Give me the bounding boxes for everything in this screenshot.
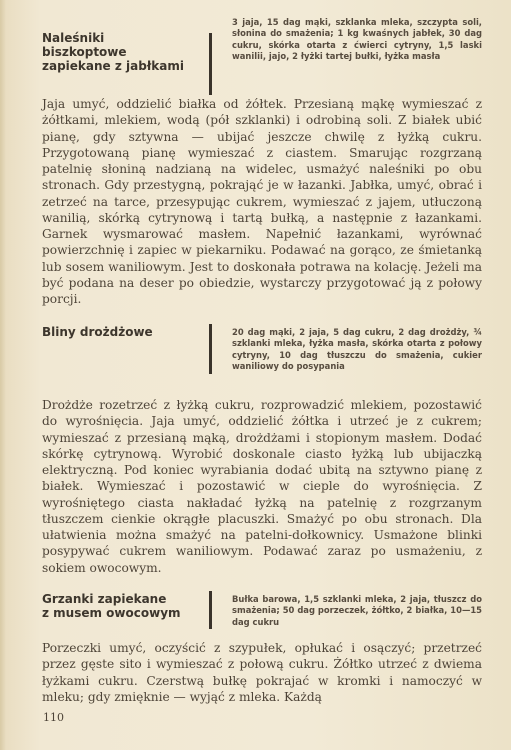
title-divider: [209, 591, 212, 629]
ingredients-list: 3 jaja, 15 dag mąki, szklanka mleka, szczypta soli, słonina do smażenia; 1 kg kwaśnych jabłek, 30 dag cukru, skórka otarta z ćwierci cytryny, 1,5 laski wanilii, jajo, 2 łyżki tartej bułki, łyżka masła: [232, 17, 482, 62]
recipe-title: Grzanki zapiekane z musem owocowym: [42, 592, 181, 620]
title-divider: [209, 33, 212, 95]
recipe-title: Bliny drożdżowe: [42, 325, 153, 339]
recipe-title: Naleśniki biszkoptowe zapiekane z jabłkami: [42, 31, 184, 73]
recipe-instructions: Drożdże rozetrzeć z łyżką cukru, rozprowadzić mlekiem, pozostawić do wyrośnięcia. Jaja umyć, oddzielić żółtka i utrzeć je z cukrem; wymieszać z przesianą mąką, drożdżami i stopionym masłem. Dodać skórkę cytrynową. Wyrobić doskonale ciasto łyżką lub ubijaczką elektryczną. Pod koniec wyrabiania dodać ubitą na sztywno pianę z białek. Wymieszać i pozostawić w cieple do wyrośnięcia. Z wyrośniętego ciasta nakładać łyżką na patelnię z rozgrzanym tłuszczem cienkie okrągłe placuszki. Smażyć po obu stronach. Dla ułatwienia można smażyć na patelni-dołkownicy. Usmażone blinki posypywać cukrem waniliowym. Podawać zaraz po usmażeniu, z sokiem owocowym.: [42, 398, 482, 575]
recipe-instructions: Jaja umyć, oddzielić białka od żółtek. Przesianą mąkę wymieszać z żółtkami, mlekiem, wodą (pół szklanki) i odrobiną soli. Z białek ubić pianę, gdy sztywna — ubijać jeszcze chwilę z łyżką cukru. Przygotowaną pianę wymieszać z ciastem. Smarując rozgrzaną patelnię słoniną nadzianą na widelec, usmażyć naleśniki po obu stronach. Gdy przestygną, pokrająć je w łazanki. Jabłka, umyć, obrać i zetrzeć na tarce, przesypując cukrem, wymieszać z jajem, utłuczoną wanilią, skórką cytrynową i tartą bułką, a następnie z łazankami. Garnek wysmarować masłem. Napełnić łazankami, wyrównać powierzchnię i zapiec w piekarniku. Podawać na gorąco, ze śmietanką lub sosem waniliowym. Jest to doskonała potrawa na kolację. Jeżeli ma być podana na deser po obiedzie, wystarczy przygotować ją z połowy porcji.: [42, 97, 482, 306]
ingredients-list: Bułka barowa, 1,5 szklanki mleka, 2 jaja, tłuszcz do smażenia; 50 dag porzeczek, żółtko, 2 białka, 10—15 dag cukru: [232, 594, 482, 627]
title-divider: [209, 324, 212, 374]
ingredients-list: 20 dag mąki, 2 jaja, 5 dag cukru, 2 dag drożdży, ¾ szklanki mleka, łyżka masła, skórka otarta z połowy cytryny, 10 dag tłuszczu do smażenia, cukier waniliowy do posypania: [232, 327, 482, 372]
page-number: 110: [43, 711, 64, 724]
recipe-instructions: Porzeczki umyć, oczyścić z szypułek, opłukać i osączyć; przetrzeć przez gęste sito i wymieszać z połową cukru. Żółtko utrzeć z dwiema łyżkami cukru. Czerstwą bułkę pokrajać w kromki i namoczyć w mleku; gdy zmięknie — wyjąć z mleka. Każdą: [42, 641, 482, 704]
